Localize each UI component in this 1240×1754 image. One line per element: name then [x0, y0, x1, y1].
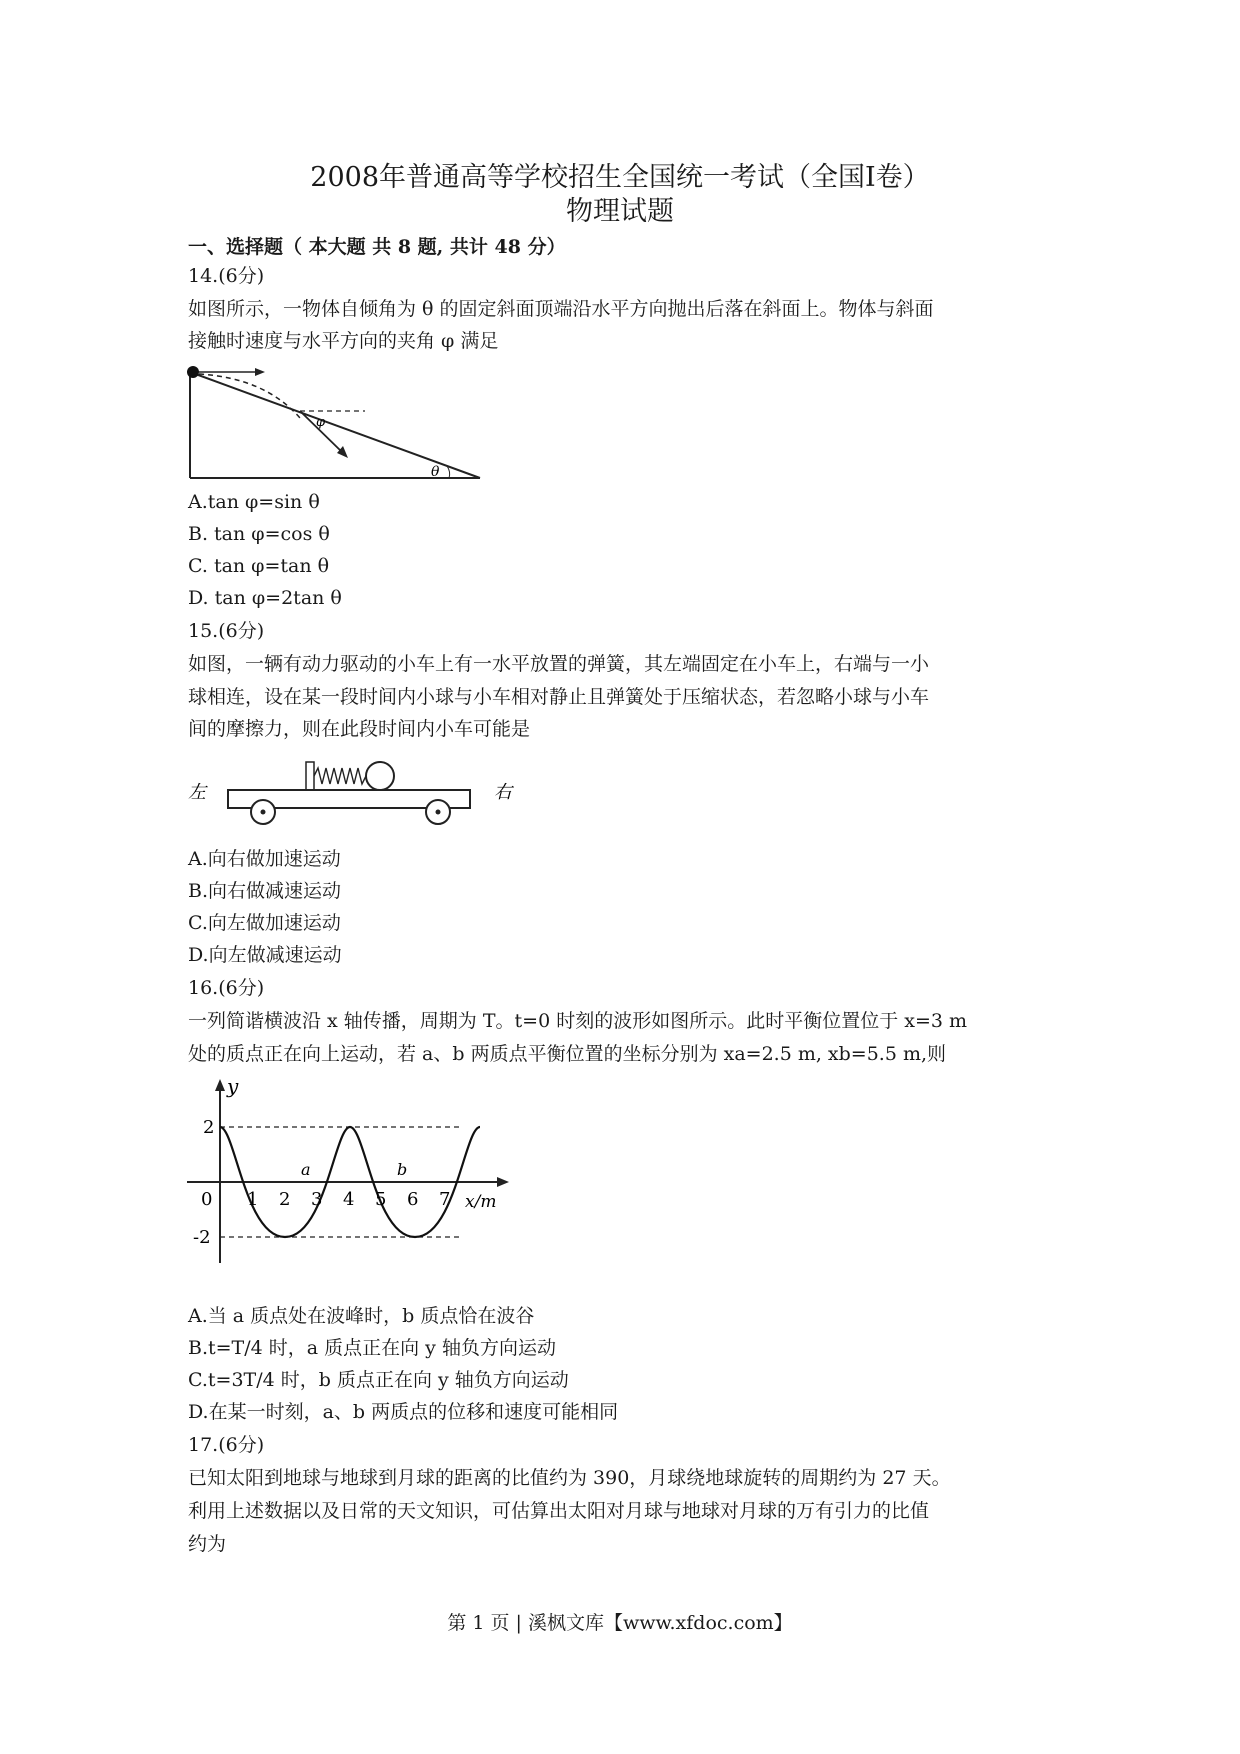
y-tick-2: 2 [203, 1117, 215, 1138]
q16-option-a: A.当 a 质点处在波峰时，b 质点恰在波谷 [188, 1305, 535, 1327]
section-heading: 一、选择题（ 本大题 共 8 题, 共计 48 分） [188, 236, 566, 258]
y-axis-label: y [227, 1075, 239, 1098]
q14-option-b: B. tan φ=cos θ [188, 523, 330, 545]
spring-wall [306, 762, 314, 790]
right-label: 右 [494, 782, 512, 803]
x-tick-2: 2 [279, 1189, 291, 1210]
x-axis-label: x/m [465, 1192, 497, 1212]
ball [366, 762, 394, 790]
point-a-label: a [301, 1160, 311, 1179]
spring [314, 768, 366, 784]
q15-text-line2: 球相连，设在某一段时间内小球与小车相对静止且弹簧处于压缩状态，若忽略小球与小车 [188, 686, 930, 708]
q15-option-c: C.向左做加速运动 [188, 912, 341, 934]
origin-label: 0 [201, 1189, 213, 1210]
q16-option-c: C.t=3T/4 时，b 质点正在向 y 轴负方向运动 [188, 1369, 569, 1391]
left-label: 左 [188, 782, 206, 803]
y-tick-neg2: -2 [193, 1227, 211, 1248]
q14-option-a: A.tan φ=sin θ [188, 491, 320, 513]
exam-title: 2008年普通高等学校招生全国统一考试（全国Ⅰ卷） [310, 162, 930, 193]
exam-subtitle: 物理试题 [566, 196, 674, 227]
q15-text-line1: 如图，一辆有动力驱动的小车上有一水平放置的弹簧，其左端固定在小车上，右端与一小 [188, 653, 930, 675]
x-tick-1: 1 [247, 1189, 259, 1210]
q15-option-d: D.向左做减速运动 [188, 944, 342, 966]
incline-projectile-figure [185, 360, 485, 485]
q15-number: 15.(6分) [188, 620, 265, 642]
q15-text-line3: 间的摩擦力，则在此段时间内小车可能是 [188, 718, 531, 740]
q15-option-b: B.向右做减速运动 [188, 880, 342, 902]
q17-number: 17.(6分) [188, 1434, 265, 1456]
q17-text-line3: 约为 [188, 1533, 227, 1555]
cart-spring-figure [188, 752, 518, 832]
x-tick-5: 5 [375, 1189, 387, 1210]
x-tick-7: 7 [439, 1189, 451, 1210]
theta-label: θ [431, 464, 440, 480]
q14-text-line1: 如图所示，一物体自倾角为 θ 的固定斜面顶端沿水平方向抛出后落在斜面上。物体与斜面 [188, 298, 934, 320]
q14-number: 14.(6分) [188, 265, 265, 287]
x-tick-4: 4 [343, 1189, 355, 1210]
q14-option-c: C. tan φ=tan θ [188, 555, 330, 577]
q15-option-a: A.向右做加速运动 [188, 848, 341, 870]
q14-option-d: D. tan φ=2tan θ [188, 587, 342, 609]
q16-text-line1: 一列简谐横波沿 x 轴传播，周期为 T。t=0 时刻的波形如图所示。此时平衡位置位于 x=3 m [188, 1010, 968, 1032]
q17-text-line1: 已知太阳到地球与地球到月球的距离的比值约为 390，月球绕地球旋转的周期约为 27 天。 [188, 1467, 951, 1489]
x-tick-6: 6 [407, 1189, 419, 1210]
projectile-ball [187, 366, 199, 378]
point-b-label: b [397, 1160, 408, 1179]
phi-label: φ [316, 415, 326, 430]
q14-text-line2: 接触时速度与水平方向的夹角 φ 满足 [188, 330, 499, 352]
page-footer: 第 1 页 | 溪枫文库【www.xfdoc.com】 [447, 1612, 793, 1634]
q16-text-line2: 处的质点正在向上运动，若 a、b 两质点平衡位置的坐标分别为 xa=2.5 m, xb=5.5 m,则 [188, 1043, 947, 1065]
x-tick-3: 3 [311, 1189, 323, 1210]
q16-option-b: B.t=T/4 时，a 质点正在向 y 轴负方向运动 [188, 1337, 556, 1359]
wave-figure [185, 1075, 525, 1270]
q16-number: 16.(6分) [188, 977, 265, 999]
q16-option-d: D.在某一时刻，a、b 两质点的位移和速度可能相同 [188, 1401, 619, 1423]
q17-text-line2: 利用上述数据以及日常的天文知识，可估算出太阳对月球与地球对月球的万有引力的比值 [188, 1500, 930, 1522]
